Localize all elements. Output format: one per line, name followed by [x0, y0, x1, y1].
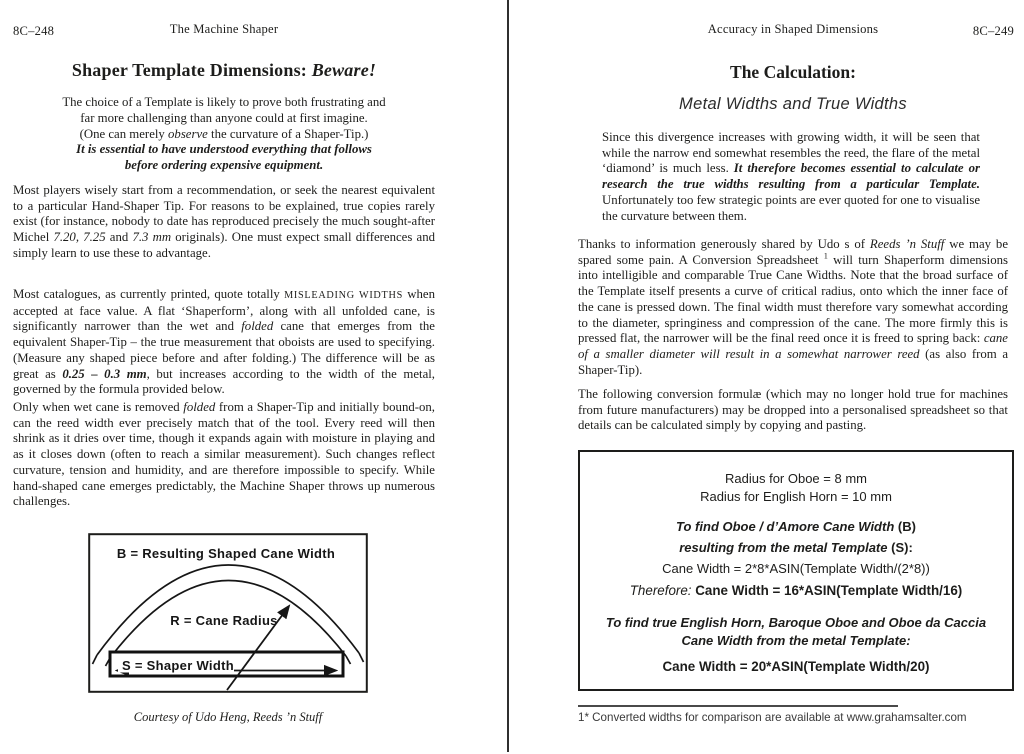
label-r: R = Cane Radius — [170, 613, 278, 628]
page-number-left: 8C–248 — [13, 24, 55, 38]
cane-arc-outer — [97, 565, 359, 655]
footnote-text: 1* Converted widths for comparison are available at www.grahamsalter.com — [578, 711, 967, 724]
page-left — [0, 0, 507, 754]
formula-line: Cane Width from the metal Template: — [681, 633, 911, 648]
intro-line: far more challenging than anyone could at first imagine. — [80, 110, 368, 125]
shaper-diagram — [88, 533, 368, 693]
paragraph: Most catalogues, as currently printed, quote totally MISLEADING WIDTHS when accepted at face value. A flat ‘Shaperform’, along with all unfolded cane, is significantly narrower than the wet and folded cane that emerges from the equivalent Shaper-Tip – the true measurement that oboists are used to specifying. (Measure any shaped piece before and after folding.) The difference will be as great as 0.25 – 0.3 mm, but increases according to the width of the metal, governed by the formula provided below. — [13, 287, 436, 397]
formula-line: Radius for English Horn = 10 mm — [700, 489, 892, 504]
paragraph: Only when wet cane is removed folded from a Shaper-Tip and initially bound-on, can the reed width ever precisely match that of the tool. Every reed will then shrink as it dries over time, though it expands again with moisture in playing and as it closes down (often to reach a similar measurement). Such changes reflect curvature, tension and humidity, and are therefore impossible to specify. While hand-shaped cane emerges predictably, the Machine Shaper throws up numerous challenges. — [13, 400, 435, 509]
paragraph: The following conversion formulæ (which may no longer hold true for machines from future manufacturers) may be dropped into a personalised spreadsheet so that details can be calculated simply by copying and pasting. — [578, 387, 1008, 433]
paragraph: Most players wisely start from a recommendation, or seek the nearest equivalent to a particular Hand-Shaper Tip. For reasons to be explained, true copies rarely exist (for instance, nobody to date has reproduced precisely the much sought-after Michel 7.20, 7.25 and 7.3 mm originals). One must expect small differences and simply learn to use these to advantage. — [13, 183, 435, 260]
formula-line: resulting from the metal Template (S): — [679, 540, 913, 555]
label-b: B = Resulting Shaped Cane Width — [116, 546, 336, 561]
formula-line: Therefore: Cane Width = 16*ASIN(Template Width/16) — [629, 583, 963, 598]
formula-box — [578, 450, 1014, 691]
section-title-left: Shaper Template Dimensions: Beware! — [71, 60, 377, 80]
page-right — [507, 0, 1024, 754]
formula-line: Radius for Oboe = 8 mm — [725, 471, 867, 486]
paragraph: Thanks to information generously shared by Udo s of Reeds ’n Stuff we may be spared some pain. A Conversion Spreadsheet $^1$ will turn Shaperform dimensions into intelligible and comparable True Cane Widths. Note that the broad surface of the Template itself presents a curve of critical radius, onto which the inner face of the cane is pressed down. The final width must therefore vary somewhat according to the diameter, springiness and compression of the cane. The more firmly this is pressed flat, the narrower will be the final reed once it is freed to spring back: cane of a smaller diameter will result in a somewhat narrower reed (as also from a Shaper-Tip). — [578, 237, 1009, 377]
intro-line: The choice of a Template is likely to prove both frustrating and — [62, 95, 386, 109]
section-title-right: The Calculation: — [730, 62, 856, 82]
intro-line: It is essential to have understood everything that follows — [76, 142, 372, 157]
formula-line: To find true English Horn, Baroque Oboe and Oboe da Caccia — [605, 615, 987, 630]
formula-line: To find Oboe / d’Amore Cane Width (B) — [676, 519, 916, 534]
page-number-right: 8C–249 — [972, 24, 1014, 38]
section-subtitle-right: Metal Widths and True Widths — [679, 95, 907, 113]
intro-block — [13, 95, 435, 174]
shaper-diagram-svg — [88, 533, 368, 693]
running-head-left: The Machine Shaper — [169, 22, 279, 36]
figure-caption: Courtesy of Udo Heng, Reeds ’n Stuff — [133, 710, 323, 724]
footnote-rule — [578, 705, 898, 707]
intro-line: (One can merely observe the curvature of a Shaper-Tip.) — [79, 126, 369, 141]
label-s: S = Shaper Width — [122, 658, 234, 673]
formula-line: Cane Width = 20*ASIN(Template Width/20) — [662, 659, 930, 674]
paragraph: Since this divergence increases with growing width, it will be seen that while the narrow end somewhat resembles the reed, the flare of the metal ‘diamond’ is much less. It therefore becomes essential to calculate or research the true widths resulting from a particular Template. Unfortunately too few strategic points are ever quoted for one to visualise the curvature between them. — [602, 130, 980, 223]
intro-line: before ordering expensive equipment. — [124, 158, 324, 173]
running-head-right: Accuracy in Shaped Dimensions — [707, 22, 879, 36]
formula-line: Cane Width = 2*8*ASIN(Template Width/(2*8)) — [662, 561, 930, 576]
